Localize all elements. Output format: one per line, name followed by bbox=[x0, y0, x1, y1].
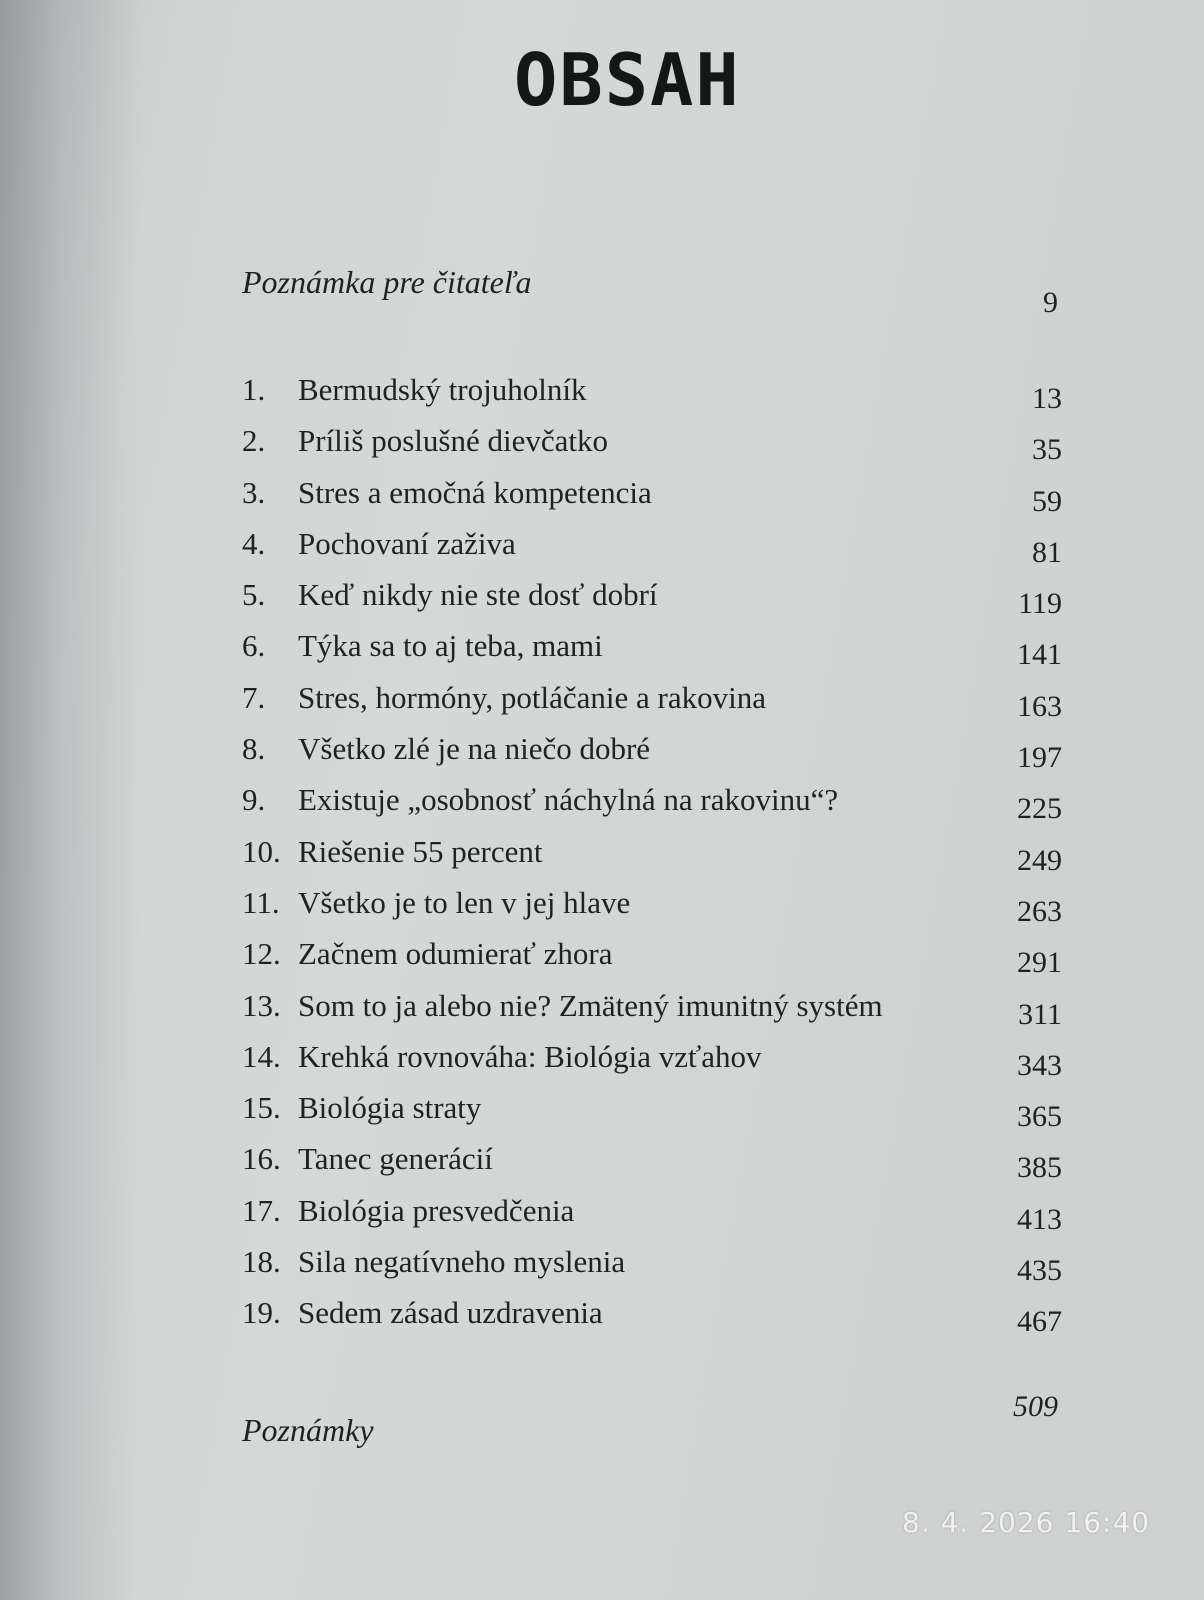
front-matter-label: Poznámka pre čitateľa bbox=[242, 264, 532, 300]
chapter-page: 119 bbox=[1018, 587, 1062, 621]
chapter-number: 6. bbox=[242, 628, 266, 664]
chapter-page: 365 bbox=[1017, 1100, 1062, 1134]
chapter-page: 35 bbox=[1032, 433, 1062, 467]
chapter-page: 81 bbox=[1032, 535, 1062, 569]
chapter-page: 249 bbox=[1017, 843, 1062, 877]
toc-entry-4 bbox=[242, 526, 1062, 577]
chapter-page: 413 bbox=[1017, 1202, 1062, 1236]
chapter-title: Pochovaní zaživa bbox=[298, 525, 516, 561]
chapter-number: 12. bbox=[242, 936, 281, 972]
chapter-title: Som to ja alebo nie? Zmätený imunitný systém bbox=[298, 987, 883, 1023]
chapter-number: 16. bbox=[242, 1141, 281, 1177]
chapter-number: 10. bbox=[242, 833, 281, 869]
toc-entry-18 bbox=[242, 1244, 1062, 1295]
chapter-title: Keď nikdy nie ste dosť dobrí bbox=[298, 577, 658, 613]
chapter-title: Sila negatívneho myslenia bbox=[298, 1244, 626, 1280]
chapter-title: Stres, hormóny, potláčanie a rakovina bbox=[298, 679, 767, 715]
chapter-title: Stres a emočná kompetencia bbox=[298, 474, 652, 510]
page-title: OBSAH bbox=[514, 38, 741, 122]
chapter-number: 19. bbox=[242, 1295, 281, 1331]
back-matter-page: 509 bbox=[1013, 1390, 1058, 1423]
chapter-title: Biológia straty bbox=[298, 1090, 482, 1126]
chapter-page: 197 bbox=[1017, 741, 1062, 775]
chapter-number: 11. bbox=[242, 884, 280, 920]
toc-entry-14 bbox=[242, 1039, 1062, 1090]
chapter-title: Sedem zásad uzdravenia bbox=[298, 1295, 603, 1331]
chapter-number: 2. bbox=[242, 423, 266, 459]
chapter-title: Biológia presvedčenia bbox=[298, 1192, 575, 1228]
toc-entry-19 bbox=[242, 1295, 1062, 1346]
chapter-number: 1. bbox=[242, 372, 266, 407]
chapter-number: 13. bbox=[242, 987, 281, 1023]
chapter-title: Príliš poslušné dievčatko bbox=[298, 423, 608, 459]
chapter-title: Týka sa to aj teba, mami bbox=[298, 628, 603, 664]
toc-entry-6 bbox=[242, 628, 1062, 679]
toc-entry-5 bbox=[242, 577, 1062, 628]
toc-entry-8 bbox=[242, 731, 1062, 782]
back-matter-label: Poznámky bbox=[242, 1412, 374, 1448]
chapter-title: Všetko zlé je na niečo dobré bbox=[298, 731, 651, 767]
chapter-number: 4. bbox=[242, 525, 266, 561]
chapter-page: 163 bbox=[1017, 689, 1062, 723]
chapter-page: 13 bbox=[1032, 382, 1062, 415]
toc-entry-10 bbox=[242, 834, 1062, 885]
toc-entry-13 bbox=[242, 988, 1062, 1039]
chapter-title: Bermudský trojuholník bbox=[298, 372, 587, 407]
toc-entry-2 bbox=[242, 423, 1062, 474]
chapter-page: 435 bbox=[1017, 1254, 1062, 1288]
book-spine-shadow bbox=[0, 0, 140, 1600]
chapter-number: 5. bbox=[242, 577, 266, 613]
chapter-title: Krehká rovnováha: Biológia vzťahov bbox=[298, 1038, 762, 1074]
chapter-page: 141 bbox=[1017, 638, 1062, 672]
toc-entry-7 bbox=[242, 680, 1062, 731]
chapter-page: 343 bbox=[1017, 1048, 1062, 1082]
chapter-page: 263 bbox=[1017, 894, 1062, 928]
chapter-title: Existuje „osobnosť náchylná na rakovinu“? bbox=[298, 782, 839, 818]
toc-entry-1 bbox=[242, 372, 1062, 423]
chapter-title: Tanec generácií bbox=[298, 1141, 493, 1177]
toc-entry-11 bbox=[242, 885, 1062, 936]
toc-entry-3 bbox=[242, 475, 1062, 526]
chapter-number: 7. bbox=[242, 679, 266, 715]
toc-entry-17 bbox=[242, 1193, 1062, 1244]
front-matter-page: 9 bbox=[1043, 286, 1058, 319]
toc-entry-12 bbox=[242, 936, 1062, 987]
chapter-page: 467 bbox=[1017, 1305, 1062, 1339]
chapter-page: 385 bbox=[1017, 1151, 1062, 1185]
table-of-contents bbox=[242, 372, 1062, 1347]
chapter-page: 225 bbox=[1017, 792, 1062, 826]
chapter-number: 18. bbox=[242, 1244, 281, 1280]
book-page bbox=[130, 0, 1204, 1600]
chapter-number: 15. bbox=[242, 1090, 281, 1126]
chapter-title: Začnem odumierať zhora bbox=[298, 936, 613, 972]
toc-entry-15 bbox=[242, 1090, 1062, 1141]
toc-entry-9 bbox=[242, 782, 1062, 833]
toc-entry-16 bbox=[242, 1141, 1062, 1192]
chapter-number: 14. bbox=[242, 1038, 281, 1074]
chapter-number: 8. bbox=[242, 731, 266, 767]
chapter-page: 59 bbox=[1032, 484, 1062, 518]
chapter-number: 3. bbox=[242, 474, 266, 510]
chapter-page: 311 bbox=[1018, 997, 1062, 1031]
chapter-page: 291 bbox=[1017, 946, 1062, 980]
chapter-title: Všetko je to len v jej hlave bbox=[298, 884, 631, 920]
chapter-number: 9. bbox=[242, 782, 266, 818]
chapter-title: Riešenie 55 percent bbox=[298, 833, 543, 869]
chapter-number: 17. bbox=[242, 1192, 281, 1228]
photo-timestamp: 8. 4. 2026 16:40 bbox=[902, 1506, 1151, 1539]
